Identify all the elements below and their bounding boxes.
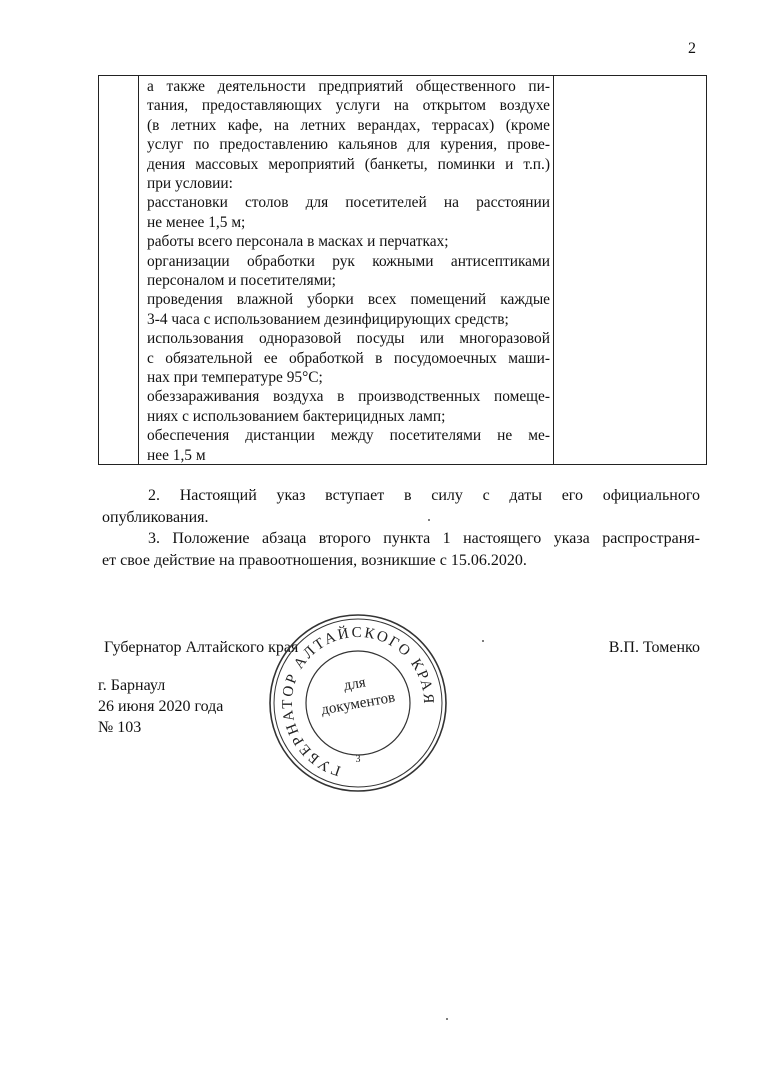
sign-date: 26 июня 2020 года <box>98 698 224 715</box>
table-line: дения массовых мероприятий (банкеты, поминки и т.п.) <box>147 155 550 173</box>
table-line: нах при температуре 95°С; <box>147 369 323 386</box>
table-line: работы всего персонала в масках и перчатках; <box>147 233 449 251</box>
scan-speck <box>446 1018 448 1020</box>
paragraph-3-line-1: 3. Положение абзаца второго пункта 1 настоящего указа распространя- <box>148 530 700 547</box>
signatory-name: В.П. Томенко <box>608 639 700 656</box>
table-line: ниях с использованием бактерицидных ламп; <box>147 407 446 425</box>
table-cell-empty <box>553 76 706 464</box>
paragraph-2-line-1: 2. Настоящий указ вступает в силу с даты его официального <box>148 487 700 504</box>
table-line: обеззараживания воздуха в производственных помеще- <box>147 388 550 406</box>
table-line: 3-4 часа с использованием дезинфицирующих средств; <box>147 310 509 328</box>
table-line: организации обработки рук кожными антисептиками <box>147 252 550 270</box>
scan-speck <box>428 519 430 521</box>
table-line: услуг по предоставлению кальянов для курения, прове- <box>147 136 550 154</box>
table <box>98 75 707 465</box>
table-line: при условии: <box>147 175 233 192</box>
decree-number: № 103 <box>98 719 142 736</box>
table-line: персоналом и посетителями; <box>147 272 336 289</box>
table-line: расстановки столов для посетителей на расстоянии <box>147 194 550 212</box>
paragraph-3-line-2: ет свое действие на правоотношения, возникшие с 15.06.2020. <box>102 552 527 569</box>
table-line: проведения влажной уборки всех помещений каждые <box>147 291 550 309</box>
seal-center-line-2: документов <box>320 689 397 719</box>
page-number: 2 <box>688 40 696 57</box>
table-line: обеспечения дистанции между посетителями не ме- <box>147 427 550 445</box>
signatory-title: Губернатор Алтайского края <box>104 639 299 656</box>
seal-number: 3 <box>355 754 361 765</box>
official-seal <box>267 612 449 794</box>
table-line: нее 1,5 м <box>147 446 206 464</box>
seal-center-line-1: для <box>342 674 367 695</box>
sign-city: г. Барнаул <box>98 677 166 694</box>
table-line: использования одноразовой посуды или многоразовой <box>147 330 550 348</box>
table-line: тания, предоставляющих услуги на открытом воздухе <box>147 97 550 115</box>
table-cell-number <box>99 76 139 464</box>
table-line: с обязательной ее обработкой в посудомоечных маши- <box>147 349 550 367</box>
paragraph-2-line-2: опубликования. <box>102 509 209 526</box>
table-line: (в летних кафе, на летних верандах, террасах) (кроме <box>147 116 550 134</box>
table-line: а также деятельности предприятий общественного пи- <box>147 78 550 95</box>
table-line: не менее 1,5 м; <box>147 213 246 231</box>
scan-speck <box>482 640 484 642</box>
seal-ring-text: ГУБЕРНАТОР АЛТАЙСКОГО КРАЯ <box>279 624 437 779</box>
